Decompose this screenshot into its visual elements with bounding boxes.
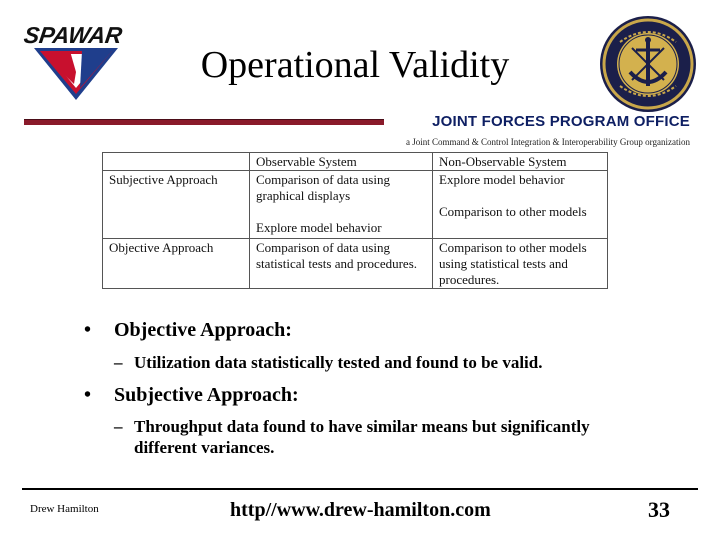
table-header-cell: Non-Observable System [433,153,608,171]
org-name: JOINT FORCES PROGRAM OFFICE [432,113,690,130]
dash-icon: – [114,353,123,372]
table-cell-text: Comparison of data using statistical tests and procedures. [256,240,418,271]
sub-bullet-text: Throughput data found to have similar means but significantly different variances. [134,417,590,457]
sub-bullet-objective [114,352,614,376]
bullet-dot-icon: • [84,319,92,341]
spawar-logo-text: SPAWAR [22,22,124,48]
table-cell [433,171,608,239]
footer-url: http//www.drew-hamilton.com [230,499,491,521]
table-row [103,171,608,239]
dash-icon: – [114,417,123,436]
table-header-cell: Observable System [250,153,433,171]
bullet-objective [84,318,292,342]
footer-author: Drew Hamilton [30,503,99,515]
bullet-dot-icon: • [84,384,92,406]
org-subtitle: a Joint Command & Control Integration & Interoperability Group organization [405,137,690,147]
table-cell [250,171,433,239]
table-row [103,239,608,289]
table-header-row [103,153,608,171]
spawar-logo-icon [34,48,118,100]
table-cell-text: Explore model behavior [256,220,382,235]
table-cell-text: Comparison of data using graphical displays [256,172,390,203]
sub-bullet-text: Utilization data statistically tested and found to be valid. [134,353,543,372]
table-header-cell [103,153,250,171]
table-row-label: Subjective Approach [103,171,250,239]
bullet-subjective [84,383,299,407]
header-rule [24,120,384,125]
table-cell-text: Comparison to other models using statistical tests and procedures. [439,240,587,287]
table-cell-text: Comparison to other models [439,204,587,219]
navy-seal-emblem-icon [598,14,698,114]
table-row-label: Objective Approach [103,239,250,289]
slide-title: Operational Validity [200,44,510,86]
approach-table [102,152,608,289]
page-number: 33 [648,497,670,522]
bullet-title: Objective Approach: [114,319,292,341]
table-cell [433,239,608,289]
table-cell-text: Explore model behavior [439,172,565,187]
bullet-title: Subjective Approach: [114,384,299,406]
sub-bullet-subjective [114,416,614,460]
table-cell [250,239,433,289]
footer-rule [22,488,698,490]
